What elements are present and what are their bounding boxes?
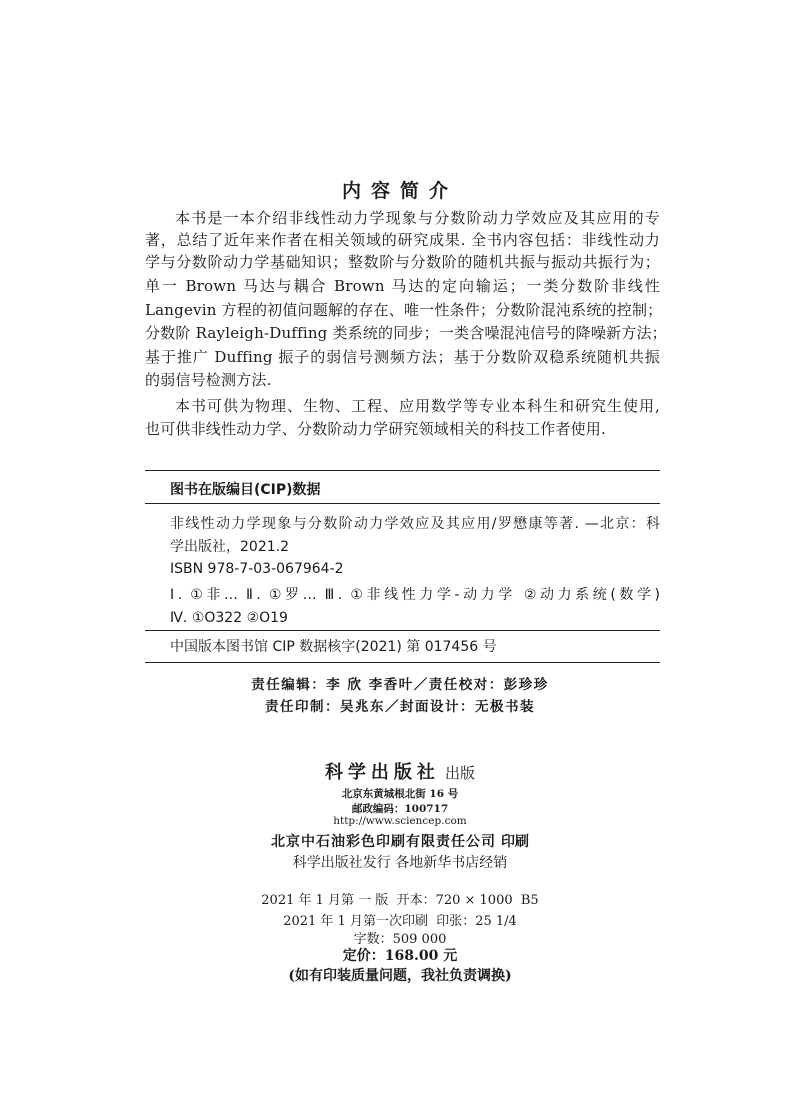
- synopsis-line: 本书是一本介绍非线性动力学现象与分数阶动力学效应及其应用的专: [175, 209, 660, 227]
- price: 定价：168.00 元: [342, 948, 458, 964]
- cip-heading: 图书在版编目(CIP)数据: [170, 482, 321, 498]
- printer-line: [0, 831, 800, 851]
- cip-classification: Ⅰ. ①非… Ⅱ. ①罗… Ⅲ. ①非线性力学-动力学 ②动力系统(数学): [170, 587, 660, 603]
- edition-line: 2021 年 1 月第 一 版 开本：720 × 1000 B5: [261, 893, 539, 908]
- synopsis-line: 著，总结了近年来作者在相关领域的研究成果. 全书内容包括：非线性动力: [145, 231, 660, 249]
- synopsis-title: 内容简介: [341, 180, 458, 202]
- cip-number: 中国版本图书馆 CIP 数据核字(2021) 第 017456 号: [170, 639, 497, 655]
- synopsis-line: 的弱信号检测方法.: [145, 371, 272, 389]
- word-count: 字数：509 000: [353, 932, 447, 947]
- printing-line: 2021 年 1 月第一次印刷 印张：25 1/4: [283, 914, 517, 929]
- quality-note: (如有印装质量问题，我社负责调换): [288, 968, 512, 984]
- publisher-postcode: 邮政编码：100717: [351, 803, 449, 815]
- cip-classification: Ⅳ. ①O322 ②O19: [170, 610, 288, 626]
- cip-title-line: 学出版社，2021.2: [170, 539, 289, 555]
- editor-credits: 责任编辑：李 欣 李香叶／责任校对：彭珍珍: [251, 677, 549, 693]
- publisher-name: 科学出版社: [324, 762, 440, 783]
- printer-name: 北京中石油彩色印刷有限责任公司: [270, 834, 496, 850]
- cip-title-line: 非线性动力学现象与分数阶动力学效应及其应用/罗懋康等著. —北京：科: [170, 516, 660, 532]
- cip-bottom-rule: [145, 662, 660, 663]
- synopsis-line: Langevin 方程的初值问题解的存在、唯一性条件；分数阶混沌系统的控制；: [145, 301, 663, 319]
- printer-action: 印刷: [501, 834, 530, 850]
- synopsis-line: 也可供非线性动力学、分数阶动力学研究领域相关的科技工作者使用.: [145, 420, 606, 438]
- synopsis-line: 单一 Brown 马达与耦合 Brown 马达的定向输运；一类分数阶非线性: [145, 277, 660, 295]
- synopsis-line: 基于推广 Duffing 振子的弱信号测频方法；基于分数阶双稳系统随机共振: [145, 348, 660, 366]
- publisher-line: [0, 758, 800, 784]
- publisher-url: http://www.sciencep.com: [333, 815, 467, 827]
- synopsis-line: 学与分数阶动力学基础知识；整数阶与分数阶的随机共振与振动共振行为；: [145, 253, 660, 271]
- cip-heading-rule: [145, 503, 660, 504]
- synopsis-line: 本书可供为物理、生物、工程、应用数学等专业本科生和研究生使用,: [175, 397, 660, 415]
- cip-top-rule: [145, 470, 660, 471]
- publisher-action: 出版: [445, 764, 476, 782]
- cip-number-rule: [145, 630, 660, 631]
- cip-isbn: ISBN 978-7-03-067964-2: [170, 561, 344, 577]
- distribution-line: 科学出版社发行 各地新华书店经销: [292, 855, 508, 871]
- production-credits: 责任印制：吴兆东／封面设计：无极书装: [265, 699, 535, 715]
- synopsis-line: 分数阶 Rayleigh-Duffing 类系统的同步；一类含噪混沌信号的降噪新方法；: [145, 324, 667, 342]
- publisher-address: 北京东黄城根北街 16 号: [341, 788, 459, 800]
